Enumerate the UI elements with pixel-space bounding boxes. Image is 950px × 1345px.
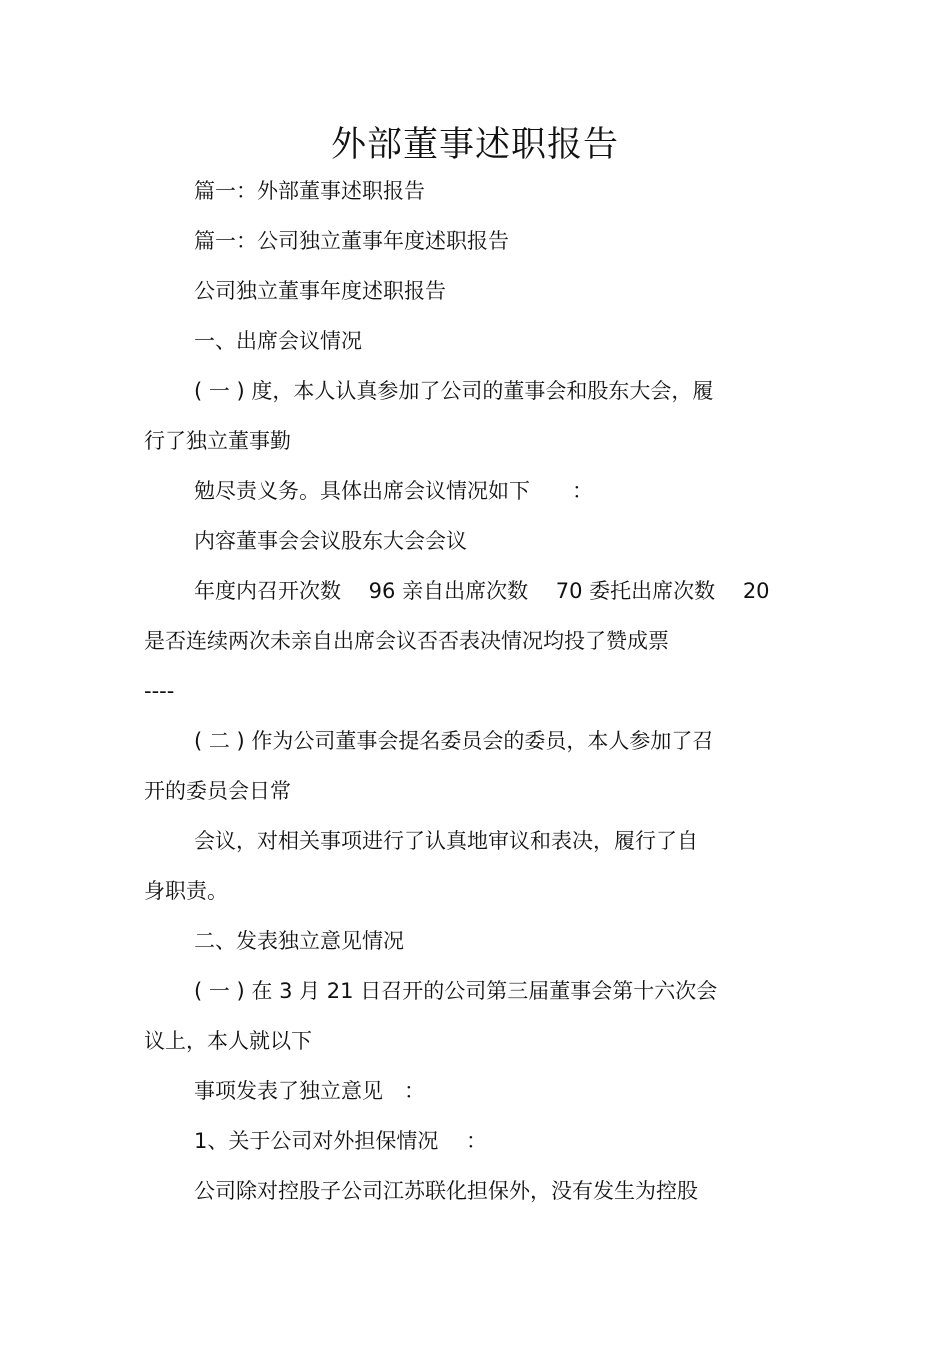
line-11: ----	[144, 679, 175, 703]
line-7: 勉尽责义务。具体出席会议情况如下 ：	[194, 479, 593, 503]
section-heading-2: 二、发表独立意见情况	[194, 929, 404, 953]
line-21: 公司除对控股子公司江苏联化担保外，没有发生为控股	[194, 1179, 698, 1203]
line-8: 内容董事会会议股东大会会议	[194, 529, 467, 553]
line-3: 公司独立董事年度述职报告	[194, 279, 446, 303]
section-heading-1: 一、出席会议情况	[194, 329, 362, 353]
line-12: ( 二 ) 作为公司董事会提名委员会的委员，本人参加了召	[194, 729, 714, 753]
line-18: 议上，本人就以下	[144, 1029, 312, 1053]
line-5: ( 一 ) 度，本人认真参加了公司的董事会和股东大会，履	[194, 379, 714, 403]
line-19: 事项发表了独立意见 ：	[194, 1079, 425, 1103]
line-1: 篇一：外部董事述职报告	[194, 179, 425, 203]
line-2: 篇一：公司独立董事年度述职报告	[194, 229, 509, 253]
line-15: 身职责。	[144, 879, 228, 903]
line-14: 会议，对相关事项进行了认真地审议和表决，履行了自	[194, 829, 698, 853]
line-13: 开的委员会日常	[144, 779, 291, 803]
line-10: 是否连续两次未亲自出席会议否否表决情况均投了赞成票	[144, 629, 669, 653]
line-17: ( 一 ) 在 3 月 21 日召开的公司第三届董事会第十六次会	[194, 979, 718, 1003]
line-20: 1、关于公司对外担保情况 ：	[194, 1129, 488, 1153]
document-title: 外部董事述职报告	[330, 125, 619, 165]
line-9: 年度内召开次数 96 亲自出席次数 70 委托出席次数 20	[194, 579, 770, 603]
line-6: 行了独立董事勤	[144, 429, 291, 453]
